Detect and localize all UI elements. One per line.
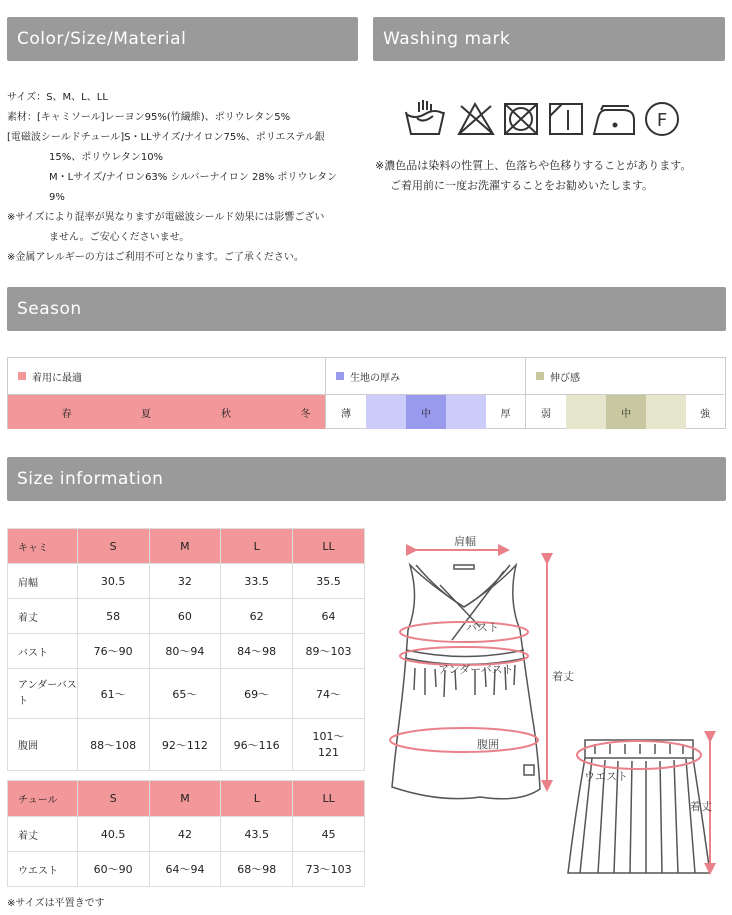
olive-square-icon xyxy=(536,372,544,380)
table-row xyxy=(8,599,365,634)
table-cell: 42 xyxy=(149,817,221,852)
no-tumble-dry-icon xyxy=(505,104,537,134)
table-header-cell: LL xyxy=(293,781,365,817)
no-bleach-icon xyxy=(459,104,493,134)
table-cell: 92〜112 xyxy=(149,719,221,771)
material-line: [電磁波シールドチュール]S・LLサイズ/ナイロン75%、ポリエステル銀 xyxy=(7,132,325,143)
material-line: ません。ご安心くださいませ。 xyxy=(49,232,190,243)
row-label: バスト xyxy=(8,634,78,669)
material-section-title: Color/Size/Material xyxy=(17,29,187,49)
table-cell: 62 xyxy=(221,599,293,634)
size-section-header xyxy=(7,457,726,501)
blue-square-icon xyxy=(336,372,344,380)
season-section-header xyxy=(7,287,726,331)
washing-section-title: Washing mark xyxy=(383,29,511,49)
camisole-outline xyxy=(392,565,540,799)
material-line: 素材：[キャミソール]レーヨン95%(竹繊維)、ポリウレタン5% xyxy=(7,112,291,123)
table-cell: 30.5 xyxy=(77,564,149,599)
waist-label: ウエスト xyxy=(584,770,628,783)
table-header-cell: チュール xyxy=(8,781,78,817)
table-cell: 35.5 xyxy=(293,564,365,599)
table-cell: 61〜 xyxy=(77,669,149,719)
table-header-cell: L xyxy=(221,781,293,817)
row-label: 腹囲 xyxy=(8,719,78,771)
table-header-cell: キャミ xyxy=(8,529,78,564)
table-row xyxy=(8,564,365,599)
dry-clean-letter: F xyxy=(656,110,668,131)
row-label: 着丈 xyxy=(8,817,78,852)
table-header-cell: LL xyxy=(293,529,365,564)
line-dry-shade-icon xyxy=(550,104,582,134)
thickness-header xyxy=(326,358,526,394)
table-header-cell: S xyxy=(77,529,149,564)
table-row xyxy=(8,669,365,719)
table-cell: 80〜94 xyxy=(149,634,221,669)
table-cell: 89〜103 xyxy=(293,634,365,669)
material-line: M・Lサイズ/ナイロン63% シルバーナイロン 28% ポリウレタン xyxy=(49,172,338,183)
thickness-thick: 厚 xyxy=(486,394,526,429)
length-label: 着丈 xyxy=(552,670,574,683)
season-table xyxy=(7,357,726,429)
waist-loop xyxy=(577,741,701,769)
table-cell: 76〜90 xyxy=(77,634,149,669)
material-line: ※サイズにより混率が異なりますが電磁波シールド効果には影響ござい xyxy=(7,212,325,223)
iron-low-icon xyxy=(594,106,634,134)
stretch-header xyxy=(526,358,725,394)
stretch-medium: 中 xyxy=(606,394,646,429)
shoulder-label: 肩幅 xyxy=(454,535,476,548)
underbust-label: アンダーバスト xyxy=(438,663,514,676)
table-header-cell: L xyxy=(221,529,293,564)
table-header-row xyxy=(8,529,365,564)
pink-square-icon xyxy=(18,372,26,380)
row-label: 着丈 xyxy=(8,599,78,634)
cami-size-table xyxy=(7,528,365,771)
row-label: アンダーバスト xyxy=(8,669,78,719)
size-footnote: ※サイズは平置きです xyxy=(7,898,105,909)
table-cell: 65〜 xyxy=(149,669,221,719)
washing-section-header xyxy=(373,17,725,61)
table-cell: 96〜116 xyxy=(221,719,293,771)
table-header-cell: M xyxy=(149,781,221,817)
table-cell: 33.5 xyxy=(221,564,293,599)
material-line: ※金属アレルギーの方はご利用不可となります。ご了承ください。 xyxy=(7,252,304,263)
table-row xyxy=(8,817,365,852)
season-section-title: Season xyxy=(17,299,82,319)
stretch-strong: 強 xyxy=(686,394,724,429)
table-cell: 40.5 xyxy=(77,817,149,852)
season-autumn: 秋 xyxy=(206,394,246,429)
season-summer: 夏 xyxy=(126,394,166,429)
table-header-row xyxy=(8,781,365,817)
bust-label: バスト xyxy=(466,621,499,634)
best-wear-header xyxy=(8,358,326,394)
skirt-length-label: 着丈 xyxy=(690,800,712,813)
table-cell: 73〜103 xyxy=(293,852,365,887)
table-cell: 64〜94 xyxy=(149,852,221,887)
table-cell: 43.5 xyxy=(221,817,293,852)
washing-note: ※濃色品は染料の性質上、色落ちや色移りすることがあります。 xyxy=(375,159,692,172)
table-cell: 68〜98 xyxy=(221,852,293,887)
table-cell: 88〜108 xyxy=(77,719,149,771)
belly-loop xyxy=(390,728,538,752)
table-cell: 58 xyxy=(77,599,149,634)
season-winter: 冬 xyxy=(286,394,326,429)
thickness-thin: 薄 xyxy=(326,394,366,429)
table-cell: 101〜121 xyxy=(293,719,365,771)
table-cell: 69〜 xyxy=(221,669,293,719)
washing-icons xyxy=(403,100,685,140)
size-section-title: Size information xyxy=(17,469,164,489)
table-cell: 45 xyxy=(293,817,365,852)
table-row xyxy=(8,719,365,771)
material-line: 15%、ポリウレタン10% xyxy=(49,152,164,163)
table-cell: 32 xyxy=(149,564,221,599)
table-header-cell: S xyxy=(77,781,149,817)
table-cell: 60〜90 xyxy=(77,852,149,887)
table-row xyxy=(8,852,365,887)
table-cell: 74〜 xyxy=(293,669,365,719)
table-cell: 84〜98 xyxy=(221,634,293,669)
row-label: 肩幅 xyxy=(8,564,78,599)
stretch-label: 伸び感 xyxy=(550,372,580,384)
belly-label: 腹囲 xyxy=(477,738,499,751)
season-spring: 春 xyxy=(47,394,86,429)
thickness-medium: 中 xyxy=(406,394,446,429)
table-cell: 60 xyxy=(149,599,221,634)
thickness-label: 生地の厚み xyxy=(350,372,400,384)
washing-note: ご着用前に一度お洗濯することをお勧めいたします。 xyxy=(390,179,654,192)
season-values-row xyxy=(8,394,724,429)
garment-diagram xyxy=(380,525,726,900)
tulle-size-table xyxy=(7,780,365,887)
table-header-cell: M xyxy=(149,529,221,564)
material-line: サイズ：S、M、L、LL xyxy=(7,92,108,103)
stretch-weak: 弱 xyxy=(526,394,566,429)
material-section-header xyxy=(7,17,358,61)
skirt-outline xyxy=(568,740,710,873)
row-label: ウエスト xyxy=(8,852,78,887)
table-row xyxy=(8,634,365,669)
material-line: 9% xyxy=(49,192,65,203)
best-wear-label: 着用に最適 xyxy=(32,372,82,384)
table-cell: 64 xyxy=(293,599,365,634)
hand-wash-icon xyxy=(406,100,444,134)
